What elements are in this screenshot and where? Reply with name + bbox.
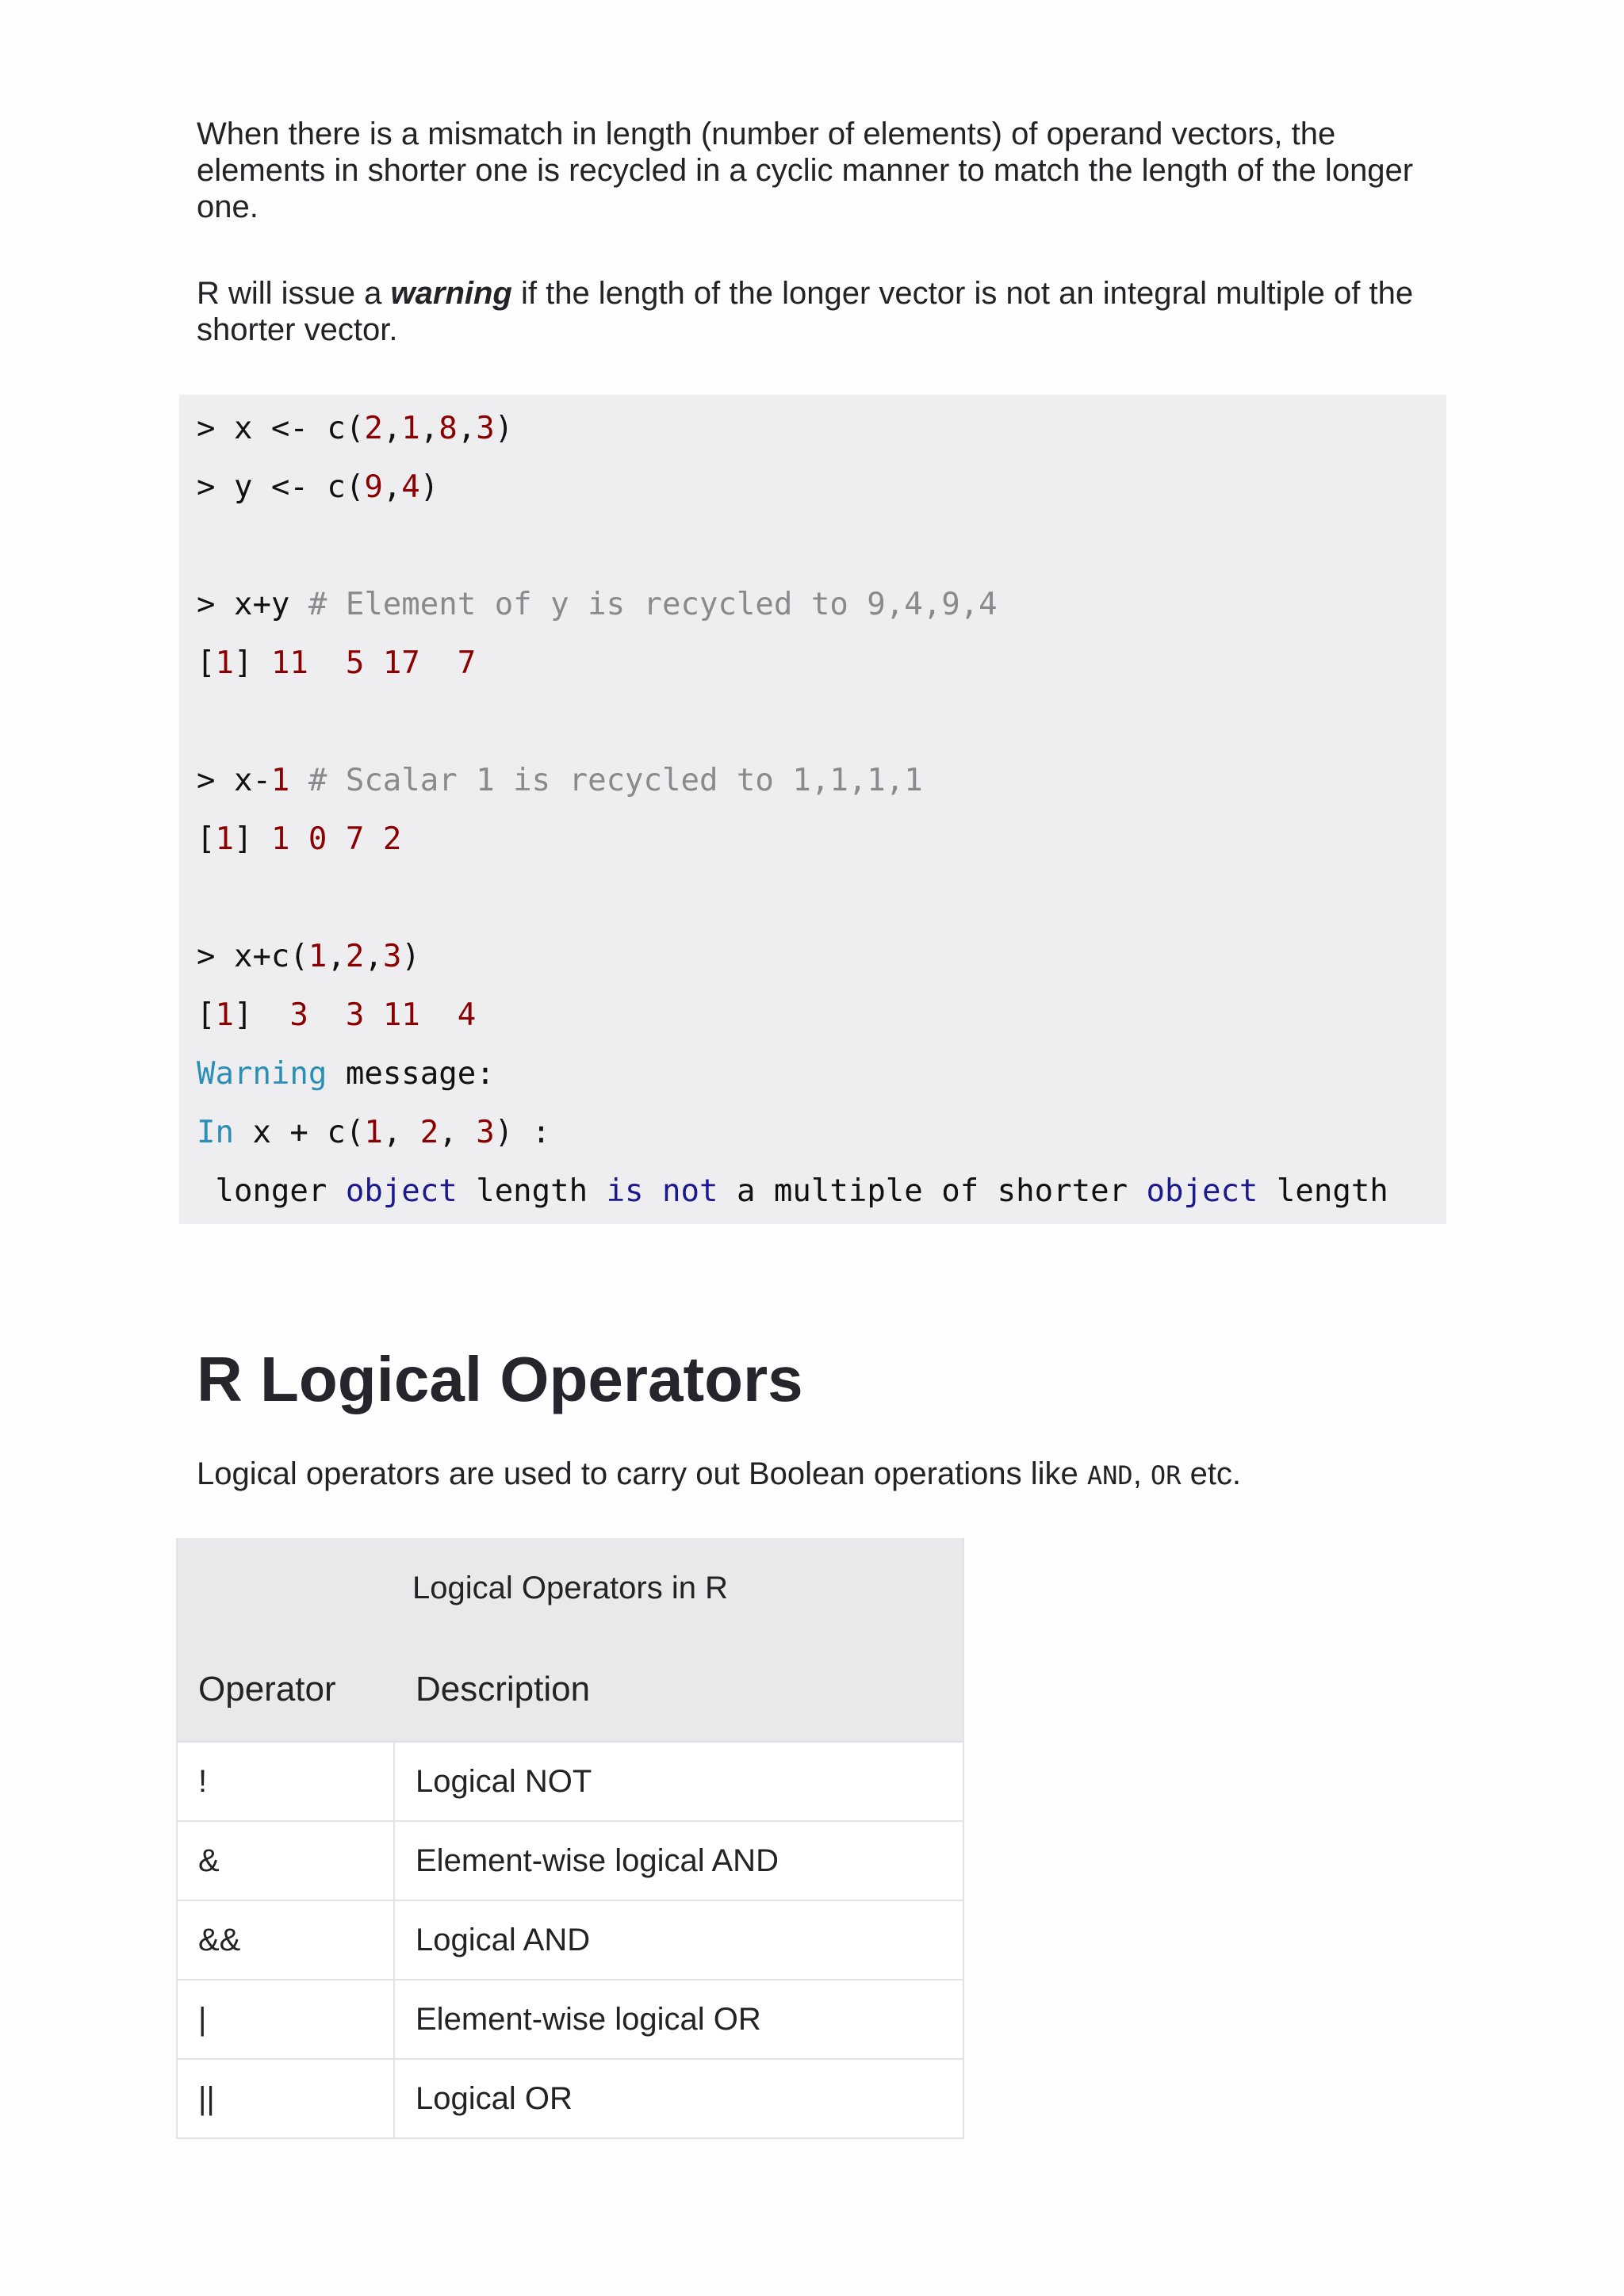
code-line-2: > y <- c(9,4) bbox=[197, 469, 439, 505]
table-row bbox=[178, 1979, 963, 2058]
table-row bbox=[178, 2058, 963, 2139]
operators-table bbox=[176, 1538, 964, 2139]
description-cell: Logical AND bbox=[416, 1922, 591, 1957]
code-block bbox=[179, 395, 1446, 1224]
code-line-11: longer object length is not a multiple of shorter object length bbox=[197, 1173, 1388, 1209]
code-line-1: > x <- c(2,1,8,3) bbox=[197, 411, 514, 446]
header-description: Description bbox=[416, 1670, 591, 1709]
code-line-8: [1] 3 3 11 4 bbox=[197, 997, 477, 1033]
operator-cell: & bbox=[178, 1822, 395, 1900]
table-row bbox=[178, 1900, 963, 1979]
code-line-6: [1] 1 0 7 2 bbox=[197, 821, 402, 857]
code-line-7: > x+c(1,2,3) bbox=[197, 939, 420, 974]
table-row bbox=[178, 1820, 963, 1900]
code-line-5: > x-1 # Scalar 1 is recycled to 1,1,1,1 bbox=[197, 763, 923, 798]
and-code: AND bbox=[1086, 1460, 1133, 1490]
operator-cell: ! bbox=[178, 1743, 395, 1820]
operator-cell: | bbox=[178, 1980, 395, 2058]
code-line-9: Warning message: bbox=[197, 1056, 495, 1092]
description-cell: Logical OR bbox=[416, 2080, 573, 2116]
table-row bbox=[178, 1741, 963, 1820]
intro-p2-text: R will issue a bbox=[197, 276, 391, 311]
description-cell: Logical NOT bbox=[416, 1763, 592, 1799]
description-cell: Element-wise logical AND bbox=[416, 1843, 779, 1878]
section-heading: R Logical Operators bbox=[197, 1344, 803, 1414]
warning-emphasis: warning bbox=[390, 276, 512, 311]
intro-p2-text-end: if the length of the longer vector is not an integral multiple of the shorter vector. bbox=[197, 276, 1414, 347]
code-line-3: > x+y # Element of y is recycled to 9,4,9,4 bbox=[197, 587, 998, 622]
code-line-10: In x + c(1, 2, 3) : bbox=[197, 1115, 551, 1150]
description-cell: Element-wise logical OR bbox=[416, 2001, 761, 2037]
section-description: Logical operators are used to carry out Boolean operations like AND, OR etc. bbox=[197, 1456, 1242, 1491]
operator-cell: || bbox=[178, 2060, 395, 2137]
intro-paragraph-2 bbox=[197, 275, 1434, 348]
table-caption: Logical Operators in R bbox=[178, 1538, 963, 1638]
table-header-row bbox=[178, 1638, 963, 1741]
header-operator: Operator bbox=[198, 1670, 336, 1709]
operator-cell: && bbox=[178, 1901, 395, 1979]
code-line-4: [1] 11 5 17 7 bbox=[197, 645, 477, 681]
intro-paragraph-1: When there is a mismatch in length (number of elements) of operand vectors, the elements in shorter one is recycled in a cyclic manner to match the length of the longer one. bbox=[197, 117, 1414, 224]
or-code: OR bbox=[1150, 1460, 1182, 1490]
